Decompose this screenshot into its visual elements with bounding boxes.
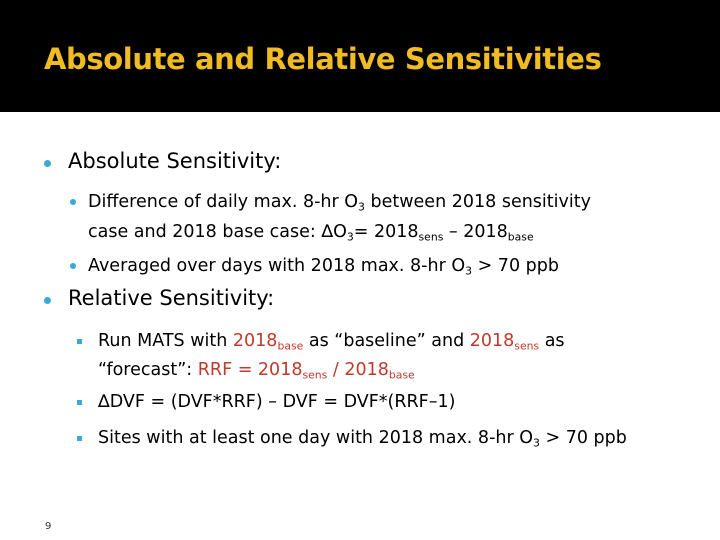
text: Difference of daily max. 8-hr O xyxy=(88,192,359,212)
text: Run MATS with xyxy=(98,331,233,351)
relative-sensitivity-heading: Relative Sensitivity: xyxy=(68,286,275,310)
rel-bullet-2: ∆DVF = (DVF*RRF) – DVF = DVF*(RRF–1) xyxy=(98,392,456,412)
subscript: 3 xyxy=(533,436,540,450)
subscript: sens xyxy=(514,339,540,353)
text: – 2018 xyxy=(443,222,508,242)
absolute-sensitivity-heading: Absolute Sensitivity: xyxy=(68,149,282,173)
subscript: base xyxy=(507,230,534,244)
text: Sites with at least one day with 2018 max. 8-hr O xyxy=(98,428,534,448)
title-bar xyxy=(0,0,720,112)
rel-bullet-3 xyxy=(98,426,627,450)
bullet-dot-icon xyxy=(44,297,51,304)
highlight-text: / 2018 xyxy=(327,360,389,380)
subscript: 3 xyxy=(358,200,365,214)
bullet-dot-icon xyxy=(44,160,51,167)
subscript: sens xyxy=(302,368,328,382)
bullet-dot-icon xyxy=(70,199,76,205)
highlight-text: RRF = 2018 xyxy=(197,360,303,380)
abs-bullet-2 xyxy=(88,254,559,278)
abs-bullet-1-line-2 xyxy=(88,220,534,244)
subscript: 3 xyxy=(346,230,354,244)
subscript: base xyxy=(277,339,304,353)
bullet-square-icon xyxy=(77,400,82,405)
text: as “baseline” and xyxy=(303,331,470,351)
highlight-text: 2018 xyxy=(232,331,278,351)
text: case and 2018 base case: xyxy=(88,222,322,242)
subscript: sens xyxy=(418,230,444,244)
text: between 2018 sensitivity xyxy=(364,192,591,212)
highlight-text: 2018 xyxy=(469,331,515,351)
bullet-square-icon xyxy=(77,436,82,441)
text: > 70 ppb xyxy=(472,256,559,276)
delta-symbol: ∆O xyxy=(321,222,347,242)
bullet-dot-icon xyxy=(70,263,76,269)
bullet-square-icon xyxy=(77,339,82,344)
text: “forecast”: xyxy=(98,360,198,380)
subscript: base xyxy=(388,368,415,382)
rel-bullet-1-line-2 xyxy=(98,358,415,382)
slide-number: 9 xyxy=(45,521,52,532)
text: > 70 ppb xyxy=(539,428,627,448)
abs-bullet-1-line-1 xyxy=(88,190,591,214)
rel-bullet-1-line-1 xyxy=(98,329,565,353)
text: as xyxy=(539,331,565,351)
text: Averaged over days with 2018 max. 8-hr O xyxy=(88,256,466,276)
slide-title: Absolute and Relative Sensitivities xyxy=(44,42,602,76)
text: = 2018 xyxy=(353,222,419,242)
subscript: 3 xyxy=(465,264,473,278)
